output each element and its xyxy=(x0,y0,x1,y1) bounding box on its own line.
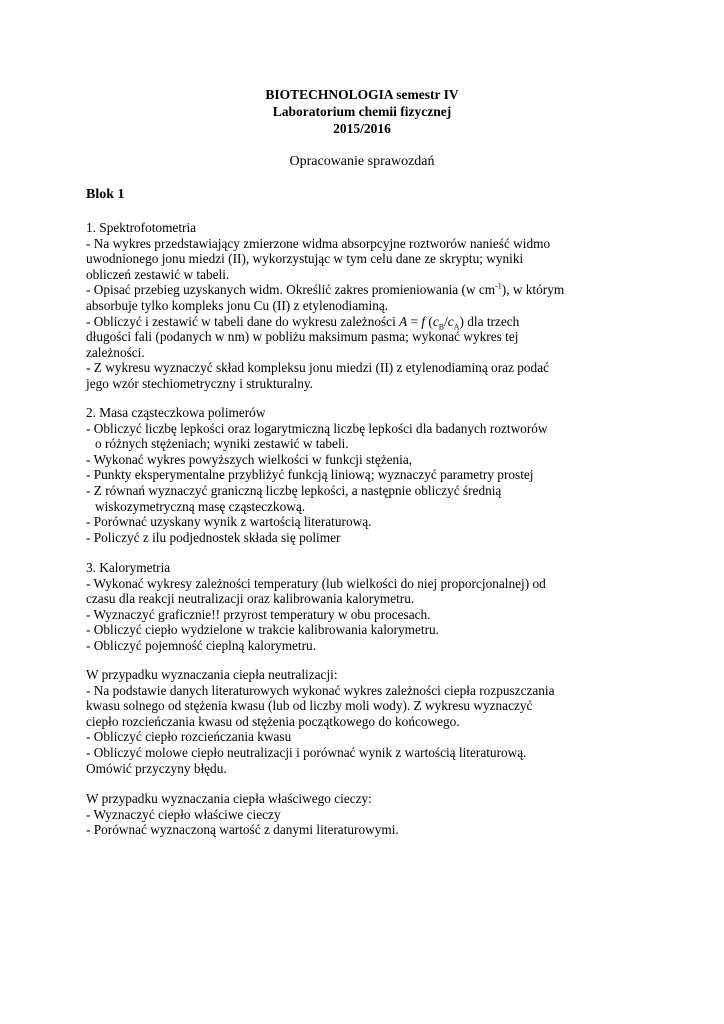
section-spectrophotometry xyxy=(86,220,646,392)
paragraph-line: - Policzyć z ilu podjednostek składa się polimer xyxy=(86,529,341,545)
paragraph-line: - Wykonać wykres powyższych wielkości w funkcji stężenia, xyxy=(86,451,413,467)
paragraph-line: - Z równań wyznaczyć graniczną liczbę lepkości, a następnie obliczyć średnią xyxy=(86,482,502,498)
block-title: Blok 1 xyxy=(86,187,125,202)
section-polymer-mass xyxy=(86,405,646,545)
subscript: B xyxy=(438,322,445,332)
paragraph-line: o różnych stężeniach; wyniki zestawić w tabeli. xyxy=(95,436,349,452)
paragraph-line: - Obliczyć pojemność cieplną kalorymetru. xyxy=(86,637,317,653)
paragraph-line: ciepło rozcieńczania kwasu od stężenia początkowego do końcowego. xyxy=(86,713,460,729)
paragraph-line: - Na podstawie danych literaturowych wykonać wykres zależności ciepła rozpuszczania xyxy=(86,682,555,698)
section-specific-heat xyxy=(86,791,646,838)
paragraph-line: absorbuje tylko kompleks jonu Cu (II) z etylenodiaminą. xyxy=(86,297,389,313)
paragraph-line: - Obliczyć ciepło wydzielone w trakcie kalibrowania kalorymetru. xyxy=(86,622,439,638)
section-calorimetry xyxy=(86,560,646,654)
formula-symbol: A xyxy=(399,313,408,329)
paragraph-line: - Wykonać wykresy zależności temperatury (lub wielkości do niej proporcjonalnej) od xyxy=(86,575,546,591)
paragraph-line: - Wyznaczyć graficznie!! przyrost temperatury w obu procesach. xyxy=(86,606,431,622)
formula-symbol: f xyxy=(421,313,426,329)
paragraph-line: - Z wykresu wyznaczyć skład kompleksu jonu miedzi (II) z etylenodiaminą oraz podać xyxy=(86,360,550,376)
subscript: A xyxy=(453,322,460,332)
paragraph-line: - Obliczyć ciepło rozcieńczania kwasu xyxy=(86,729,292,745)
section-title: W przypadku wyznaczania ciepła neutralizacji: xyxy=(86,667,338,682)
paragraph-line: zależności. xyxy=(86,344,145,360)
paragraph-line: czasu dla reakcji neutralizacji oraz kalibrowania kalorymetru. xyxy=(86,591,415,607)
paragraph-line: Omówić przyczyny błędu. xyxy=(86,760,227,776)
paragraph-line: - Punkty eksperymentalne przybliżyć funkcją liniową; wyznaczyć parametry prostej xyxy=(86,467,534,483)
section-title: 1. Spektrofotometria xyxy=(86,220,197,235)
paragraph-line: kwasu solnego od stężenia kwasu (lub od liczby moli wody). Z wykresu wyznaczyć xyxy=(86,698,533,714)
paragraph-line: długości fali (podanych w nm) w pobliżu maksimum pasma; wykonać wykres tej xyxy=(86,329,519,345)
paragraph-line: - Na wykres przedstawiający zmierzone widma absorpcyjne roztworów nanieść widmo xyxy=(86,235,551,251)
formula-symbol: c xyxy=(432,313,439,329)
paragraph-line: jego wzór stechiometryczny i strukturalny. xyxy=(86,375,313,391)
paragraph-line: - Opisać przebieg uzyskanych widm. Określić zakres promieniowania (w $cm^{-1}$), w którym xyxy=(86,281,565,298)
paragraph-line: - Obliczyć liczbę lepkości oraz logarytmiczną liczbę lepkości dla badanych roztworów xyxy=(86,420,548,436)
section-title: 3. Kalorymetria xyxy=(86,560,171,575)
formula-symbol: c xyxy=(447,313,454,329)
section-title: 2. Masa cząsteczkowa polimerów xyxy=(86,405,266,420)
header-lab: Laboratorium chemii fizycznej xyxy=(272,104,452,119)
paragraph-line: - Wyznaczyć ciepło właściwe cieczy xyxy=(86,806,281,822)
paragraph-line: wiskozymetryczną masę cząsteczkową. xyxy=(95,498,306,514)
paragraph-line: obliczeń zestawić w tabeli. xyxy=(86,266,230,282)
superscript: -1 xyxy=(495,281,502,291)
section-neutralization-heat xyxy=(86,667,646,776)
header-course: BIOTECHNOLOGIA semestr IV xyxy=(265,87,459,102)
document-header xyxy=(0,86,724,137)
paragraph-line: - Porównać uzyskany wynik z wartością literaturową. xyxy=(86,514,372,530)
paragraph-line: - Porównać wyznaczoną wartość z danymi literaturowymi. xyxy=(86,822,399,838)
document-subtitle: Opracowanie sprawozdań xyxy=(289,154,435,169)
section-title: W przypadku wyznaczania ciepła właściwego cieczy: xyxy=(86,791,372,806)
header-year: 2015/2016 xyxy=(333,121,391,136)
paragraph-line: - Obliczyć molowe ciepło neutralizacji i porównać wynik z wartością literaturową. xyxy=(86,744,527,760)
paragraph-line: - Obliczyć i zestawić w tabeli dane do wykresu zależności A = f $(c_B/c_A)$ dla trzech xyxy=(86,313,520,332)
paragraph-line: uwodnionego jonu miedzi (II), wykorzystując w tym celu dane ze skryptu; wyniki xyxy=(86,251,524,267)
